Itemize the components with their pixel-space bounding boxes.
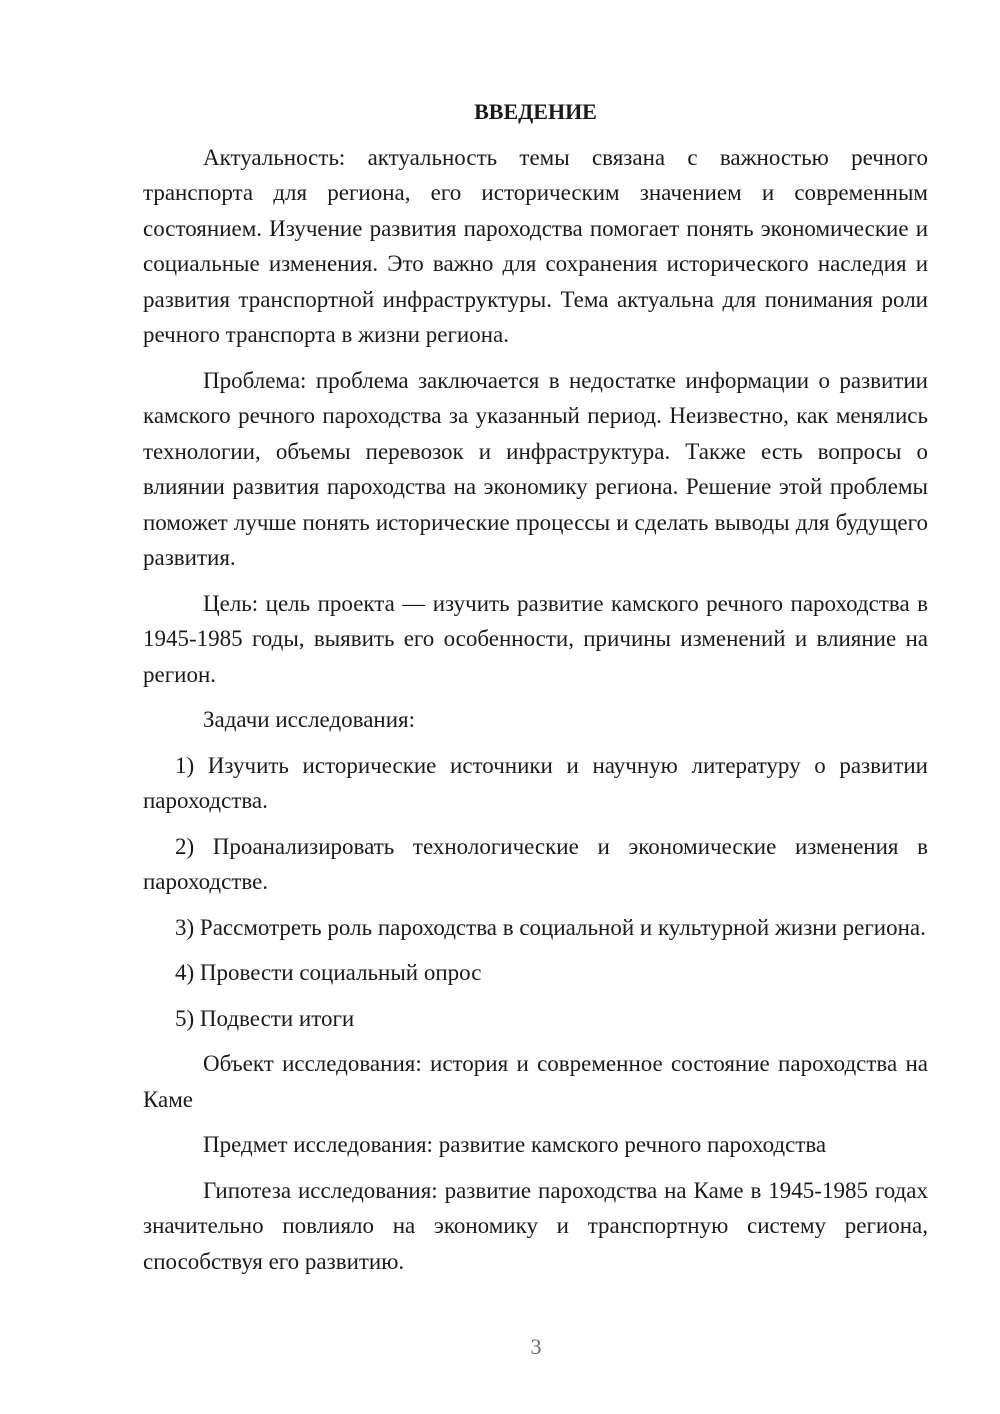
relevance-paragraph: Актуальность: актуальность темы связана с важностью речного транспорта для региона, его историческим значением и современным состоянием. Изучение развития пароходства помогает понять экономические и социальные изменения. Это важно для сохранения исторического наследия и развития транспортной инфраструктуры. Тема актуальна для понимания роли речного транспорта в жизни региона. [143,144,928,347]
subject-paragraph: Предмет исследования: развитие камского речного пароходства [203,1132,827,1157]
page-number: 3 [530,1334,542,1359]
task-item: 2) Проанализировать технологические и экономические изменения в пароходстве. [143,833,928,894]
hypothesis-paragraph: Гипотеза исследования: развитие пароходства на Каме в 1945-1985 годах значительно повлияло на экономику и транспортную систему региона, способствуя его развитию. [143,1177,928,1274]
task-item: 3) Рассмотреть роль пароходства в социальной и культурной жизни региона. [175,914,926,940]
tasks-heading: Задачи исследования: [203,707,416,732]
problem-paragraph: Проблема: проблема заключается в недостатке информации о развитии камского речного пароходства за указанный период. Неизвестно, как менялись технологии, объемы перевозок и инфраструктура. Также есть вопросы о влиянии развития пароходства на экономику региона. Решение этой проблемы поможет лучше понять исторические процессы и сделать выводы для будущего развития. [143,367,928,570]
page-body [143,94,928,1289]
object-paragraph: Объект исследования: история и современное состояние пароходства на Каме [143,1051,928,1112]
section-title: ВВЕДЕНИЕ [474,99,597,124]
task-item: 5) Подвести итоги [175,1005,355,1031]
goal-paragraph: Цель: цель проекта — изучить развитие камского речного пароходства в 1945-1985 годы, выявить его особенности, причины изменений и влияние на регион. [143,590,928,687]
task-item: 1) Изучить исторические источники и научную литературу о развитии пароходства. [143,752,928,813]
task-item: 4) Провести социальный опрос [175,960,482,985]
